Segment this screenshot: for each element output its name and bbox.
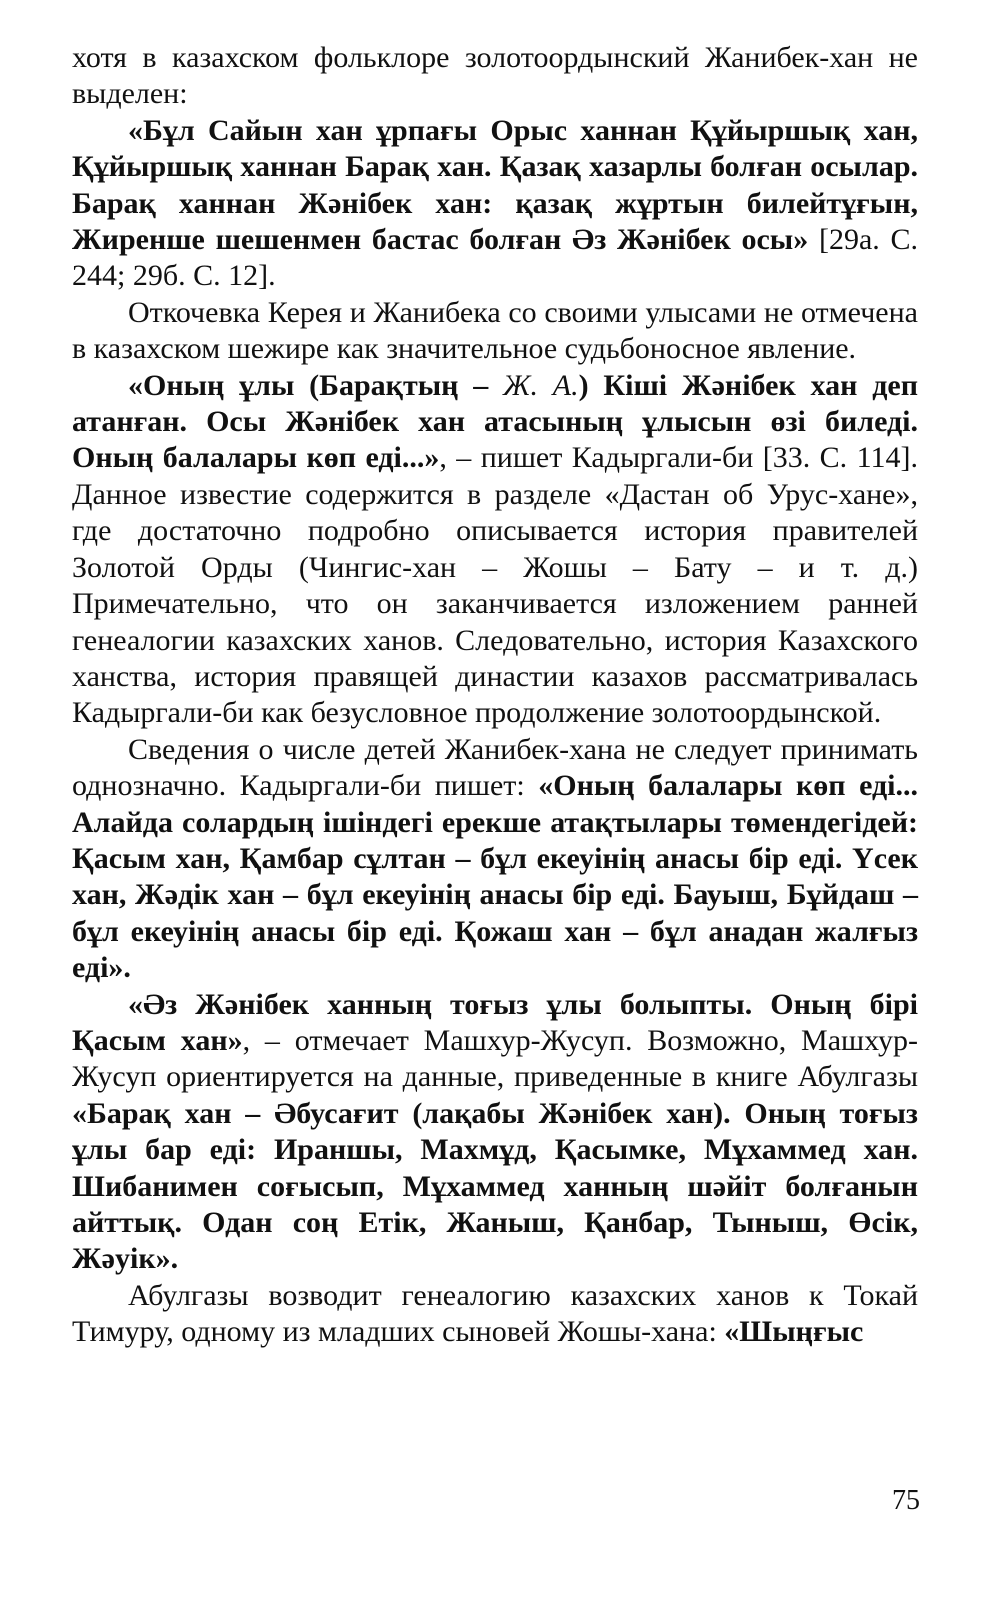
paragraph	[72, 732, 918, 987]
bold-quote-text: «Барақ хан – Әбусағит (лақабы Жәнібек хан). Оның тоғыз ұлы бар еді: Ираншы, Махмұд, Қасымке, Мұхаммед хан. Шибанимен соғысып, Мұхаммед ханның шәйіт болғанын айттық. Одан соң Етік, Жаныш, Қанбар, Тыныш, Өсік, Жәуік».	[72, 1096, 918, 1276]
bold-quote-text: «Оның балалары көп еді... Алайда солардың ішіндегі ерекше атақтылары төмендегідей: Қасым хан, Қамбар сұлтан – бұл екеуінің анасы бір еді. Үсек хан, Жәдік хан – бұл екеуінің анасы бір еді. Бауыш, Бұйдаш – бұл екеуінің анасы бір еді. Қожаш хан – бұл анадан жалғыз еді».	[72, 769, 918, 985]
body-text: [29а. С. 244; 29б. С. 12].	[72, 223, 918, 293]
paragraph	[72, 295, 918, 368]
bold-quote-text: «Әз Жәнібек ханның тоғыз ұлы болыпты. Оның бірі Қасым хан»	[72, 987, 918, 1057]
bold-quote-text: «Бұл Сайын хан ұрпағы Орыс ханнан Құйыршық хан, Құйыршық ханнан Барақ хан. Қазақ хазарлы болған осылар. Барақ ханнан Жәнібек хан: қазақ жұртын билейтұғын, Жиренше шешенмен бастас болған Әз Жәнібек осы»	[72, 113, 918, 257]
paragraph	[72, 368, 918, 732]
paragraph	[72, 1278, 918, 1351]
bold-quote-text: ) Кіші Жәнібек хан деп атанған. Осы Жәнібек хан атасының ұлысын өзі биледі. Оның балалары көп еді...»	[72, 368, 918, 475]
body-text: Сведения о числе детей Жанибек-хана не следует принимать однозначно. Кадыргали-би пишет:	[72, 732, 918, 803]
body-text: хотя в казахском фольклоре золотоордынский Жанибек-хан не выделен:	[72, 41, 918, 111]
italic-text: Ж. А.	[503, 368, 579, 402]
bold-quote-text: «Оның ұлы (Барақтың –	[128, 368, 503, 402]
paragraph	[72, 113, 918, 295]
page-number: 75	[892, 1485, 920, 1516]
body-text: Откочевка Керея и Жанибека со своими улысами не отмечена в казахском шежире как значительное судьбоносное явление.	[72, 295, 918, 366]
page-body	[72, 40, 918, 1351]
body-text: , – отмечает Машхур-Жусуп. Возможно, Машхур-Жусуп ориентируется на данные, приведенные в книге Абулгазы	[72, 1023, 918, 1094]
bold-quote-text: «Шыңғыс	[724, 1315, 864, 1349]
body-text: Абулгазы возводит генеалогию казахских ханов к Токай Тимуру, одному из младших сыновей Жошы-хана:	[72, 1278, 918, 1349]
paragraph	[72, 987, 918, 1278]
paragraph	[72, 40, 918, 113]
body-text: , – пишет Кадыргали-би [33. С. 114]. Данное известие содержится в разделе «Дастан об Урус-хане», где достаточно подробно описывается история правителей Золотой Орды (Чингис-хан – Жошы – Бату – и т. д.) Примечательно, что он заканчивается изложением ранней генеалогии казахских ханов. Следовательно, история Казахского ханства, история правящей династии казахов рассматривалась Кадыргали-би как безусловное продолжение золотоордынской.	[72, 441, 918, 730]
